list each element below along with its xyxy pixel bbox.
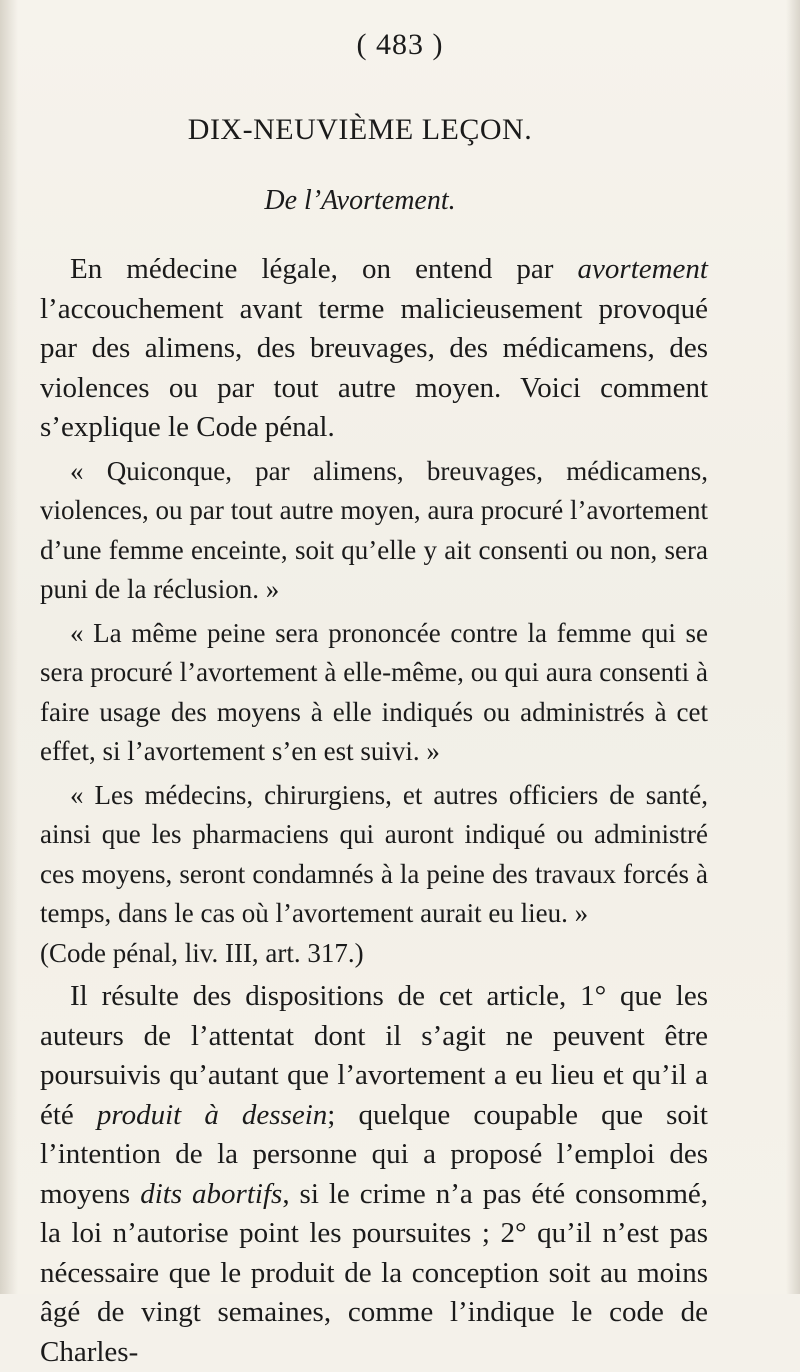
page-number: ( 483 ): [356, 28, 444, 61]
quote-article-2: « La même peine sera prononcée contre la femme qui se sera procuré l’avortement à elle-même, ou qui aura consenti à faire usage des moyens à elle indiqués ou administrés à cet effet, si l’avortement s’en est suivi. »: [40, 617, 708, 766]
paragraph-text: l’accouchement avant terme malicieusement provoqué par des alimens, des breuvages, des médicamens, des violences ou par tout autre moyen. Voici comment s’explique le Code pénal.: [40, 292, 708, 443]
paragraph-text: Il résulte des dispositions de cet article, 1° que les auteurs de l’attentat dont il s’agit ne peuvent être poursuivis qu’autant que l’avortement a eu lieu et qu’il a été: [40, 980, 708, 1131]
quote-article-3: « Les médecins, chirurgiens, et autres officiers de santé, ainsi que les pharmaciens qui auront indiqué ou administré ces moyens, seront condamnés à la peine des travaux forcés à temps, dans le cas où l’avortement aurait eu lieu. »: [40, 779, 708, 928]
paragraph-definition: [40, 250, 708, 448]
paragraph-text: ; quelque coupable que soit l’intention de la personne qui a proposé l’emploi des moyens: [40, 1098, 708, 1210]
italic-term: dits abortifs: [140, 1177, 283, 1210]
paragraph-text: En médecine légale, on entend par: [70, 253, 578, 285]
paragraph-text: , si le crime n’a pas été consommé, la loi n’autorise point les poursuites ; 2° qu’il n’est pas nécessaire que le produit de la conception soit au moins âgé de vingt semaines, comme l’indique le code de Charles-: [40, 1177, 708, 1368]
chapter-title: DIX-NEUVIÈME LEÇON.: [187, 113, 533, 146]
quote-article-1: « Quiconque, par alimens, breuvages, médicamens, violences, ou par tout autre moyen, aura procuré l’avortement d’une femme enceinte, soit qu’elle y ait consenti ou non, sera puni de la réclusion. »: [40, 455, 708, 604]
italic-term: produit à dessein: [96, 1098, 328, 1131]
section-title: De l’Avortement.: [264, 185, 456, 216]
code-reference: (Code pénal, liv. III, art. 317.): [40, 937, 364, 968]
page-right-edge-shadow: [786, 0, 800, 1294]
paragraph-analysis: [40, 977, 708, 1372]
italic-term: avortement: [577, 253, 708, 285]
body-text: [40, 250, 708, 1372]
